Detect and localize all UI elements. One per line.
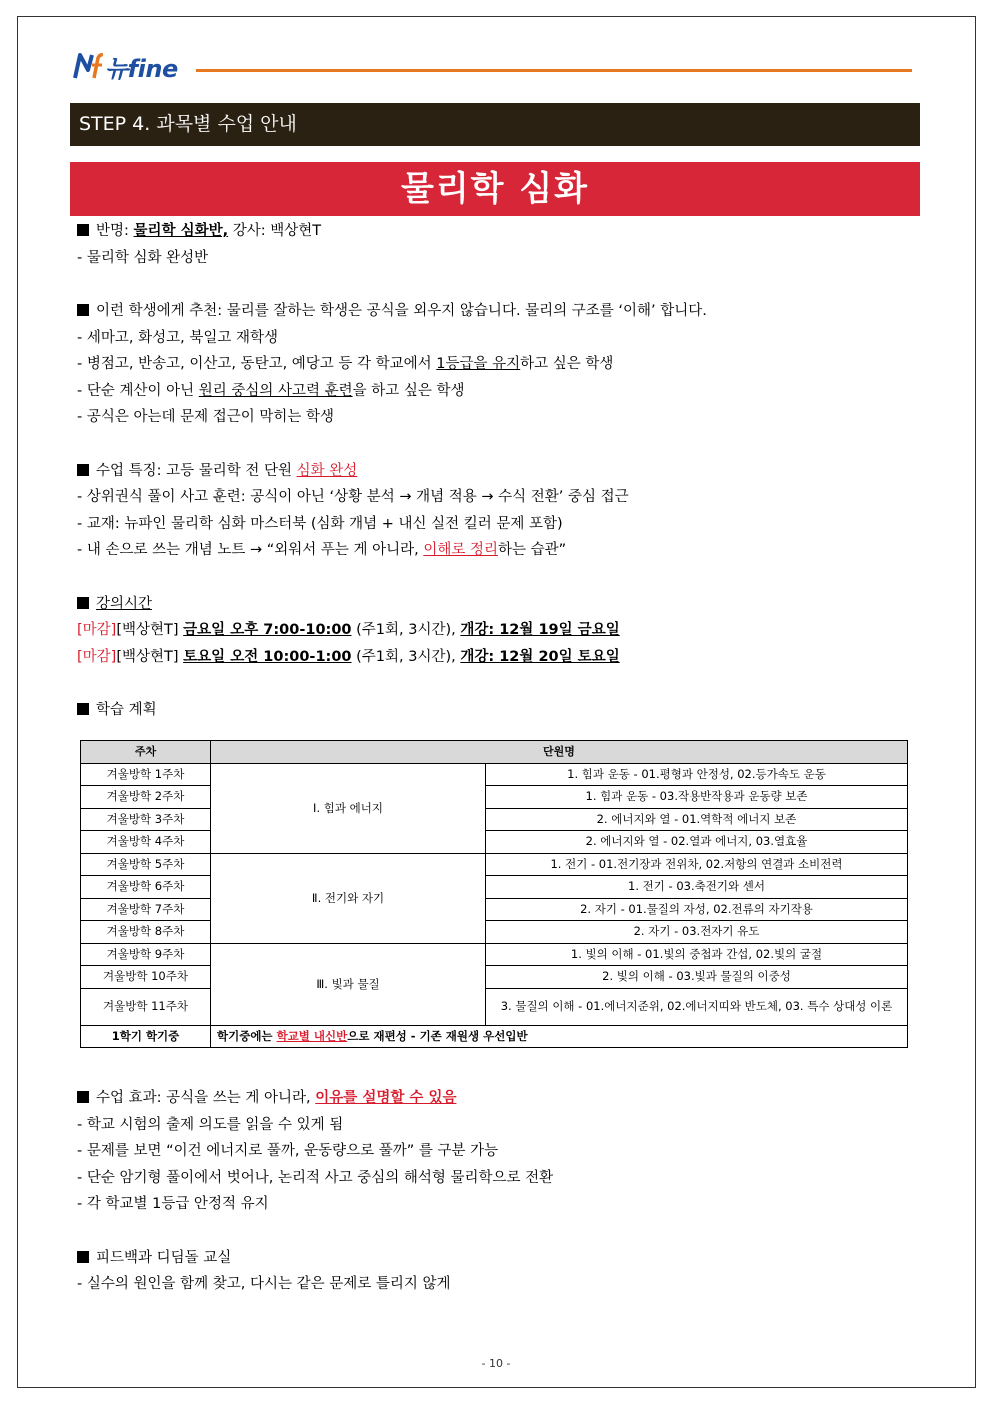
effects-item: - 각 학교별 1등급 안정적 유지	[77, 1196, 269, 1212]
table-row: 겨울방학 2주차 1. 힘과 운동 - 03.작용반작용과 운동량 보존	[81, 786, 908, 809]
recommend-item: - 세마고, 화성고, 북일고 재학생	[77, 329, 278, 346]
features-item: - 내 손으로 쓰는 개념 노트 → “외워서 푸는 게 아니라, 이해로 정리하는 습관”	[77, 542, 567, 558]
table-header-row	[81, 741, 908, 764]
status-badge: [마감]	[77, 648, 117, 665]
col-week-header: 주차	[81, 741, 211, 764]
features-item: - 교재: 뉴파인 물리학 심화 마스터북 (심화 개념 + 내신 실전 킬러 문제 포함)	[77, 515, 563, 532]
feedback-item: - 실수의 원인을 함께 찾고, 다시는 같은 문제로 틀리지 않게	[77, 1276, 451, 1292]
table-row: 겨울방학 3주차 2. 에너지와 열 - 01.역학적 에너지 보존	[81, 808, 908, 831]
bullet-square-icon	[77, 597, 89, 609]
recommend-item: - 단순 계산이 아닌 원리 중심의 사고력 훈련을 하고 싶은 학생	[77, 382, 465, 399]
unit-group: Ⅲ. 빛과 물질	[211, 943, 486, 1025]
schedule-row: [마감][백상현T] 금요일 오후 7:00-10:00 (주1회, 3시간), 개강: 12월 19일 금요일	[77, 622, 620, 638]
table-row: 겨울방학 8주차 2. 자기 - 03.전자기 유도	[81, 921, 908, 944]
logo-mark-icon	[73, 52, 103, 80]
effects-item: - 학교 시험의 출제 의도를 읽을 수 있게 됨	[77, 1116, 344, 1133]
effects-heading: 수업 효과: 공식을 쓰는 게 아니라, 이유를 설명할 수 있음	[77, 1085, 917, 1112]
class-info-sub: - 물리학 심화 완성반	[77, 249, 209, 266]
col-unit-header: 단원명	[211, 741, 908, 764]
schedule-heading: 강의시간	[77, 591, 917, 618]
content-lower	[77, 1085, 917, 1298]
table-row: 겨울방학 6주차 1. 전기 - 03.축전기와 센서	[81, 876, 908, 899]
step-header: STEP 4. 과목별 수업 안내	[70, 103, 920, 146]
unit-group: Ⅱ. 전기와 자기	[211, 853, 486, 943]
recommend-item: - 공식은 아는데 문제 접근이 막히는 학생	[77, 409, 334, 425]
plan-heading: 학습 계획	[77, 697, 917, 724]
class-info-heading: 반명: 물리학 심화반, 강사: 백상현T	[77, 218, 917, 245]
unit-group: Ⅰ. 힘과 에너지	[211, 763, 486, 853]
feedback-heading: 피드백과 디딤돌 교실	[77, 1245, 917, 1272]
logo	[73, 50, 178, 82]
bullet-square-icon	[77, 1251, 89, 1263]
table-row: 겨울방학 4주차 2. 에너지와 열 - 02.열과 에너지, 03.열효율	[81, 831, 908, 854]
class-name: 물리학 심화반,	[133, 223, 229, 239]
table-row: 겨울방학 1주차 Ⅰ. 힘과 에너지 1. 힘과 운동 - 01.평형과 안정성, 02.등가속도 운동	[81, 763, 908, 786]
table-row: 겨울방학 5주차 Ⅱ. 전기와 자기 1. 전기 - 01.전기장과 전위차, 02.저항의 연결과 소비전력	[81, 853, 908, 876]
bullet-square-icon	[77, 224, 89, 236]
table-row: 겨울방학 7주차 2. 자기 - 01.물질의 자성, 02.전류의 자기작용	[81, 898, 908, 921]
table-row: 겨울방학 10주차 2. 빛의 이해 - 03.빛과 물질의 이중성	[81, 966, 908, 989]
recommend-item: - 병점고, 반송고, 이산고, 동탄고, 예당고 등 각 학교에서 1등급을 유지하고 싶은 학생	[77, 356, 614, 372]
content	[77, 218, 917, 724]
effects-item: - 문제를 보면 “이건 에너지로 풀까, 운동량으로 풀까” 를 구분 가능	[77, 1143, 499, 1159]
bullet-square-icon	[77, 703, 89, 715]
table-row: 겨울방학 9주차 Ⅲ. 빛과 물질 1. 빛의 이해 - 01.빛의 중첩과 간섭, 02.빛의 굴절	[81, 943, 908, 966]
features-item: - 상위권식 풀이 사고 훈련: 공식이 아닌 ‘상황 분석 → 개념 적용 → 수식 전환’ 중심 접근	[77, 489, 629, 505]
table-row-semester: 1학기 학기중 학기중에는 학교별 내신반으로 재편성 - 기존 재원생 우선입반	[81, 1025, 908, 1048]
bullet-square-icon	[77, 1091, 89, 1103]
header-rule	[196, 69, 912, 72]
logo-text: 뉴fine	[105, 54, 178, 83]
recommend-heading: 이런 학생에게 추천: 물리를 잘하는 학생은 공식을 외우지 않습니다. 물리의 구조를 ‘이해’ 합니다.	[77, 298, 917, 325]
features-heading: 수업 특징: 고등 물리학 전 단원 심화 완성	[77, 458, 917, 485]
course-title: 물리학 심화	[70, 162, 920, 216]
effects-item: - 단순 암기형 풀이에서 벗어나, 논리적 사고 중심의 해석형 물리학으로 전환	[77, 1169, 554, 1186]
plan-table	[80, 740, 908, 1048]
table-row: 겨울방학 11주차 3. 물질의 이해 - 01.에너지준위, 02.에너지띠와 반도체, 03. 특수 상대성 이론	[81, 988, 908, 1025]
bullet-square-icon	[77, 304, 89, 316]
bullet-square-icon	[77, 464, 89, 476]
schedule-row: [마감][백상현T] 토요일 오전 10:00-1:00 (주1회, 3시간), 개강: 12월 20일 토요일	[77, 648, 620, 665]
status-badge: [마감]	[77, 622, 117, 638]
page-number: - 10 -	[481, 1357, 511, 1370]
